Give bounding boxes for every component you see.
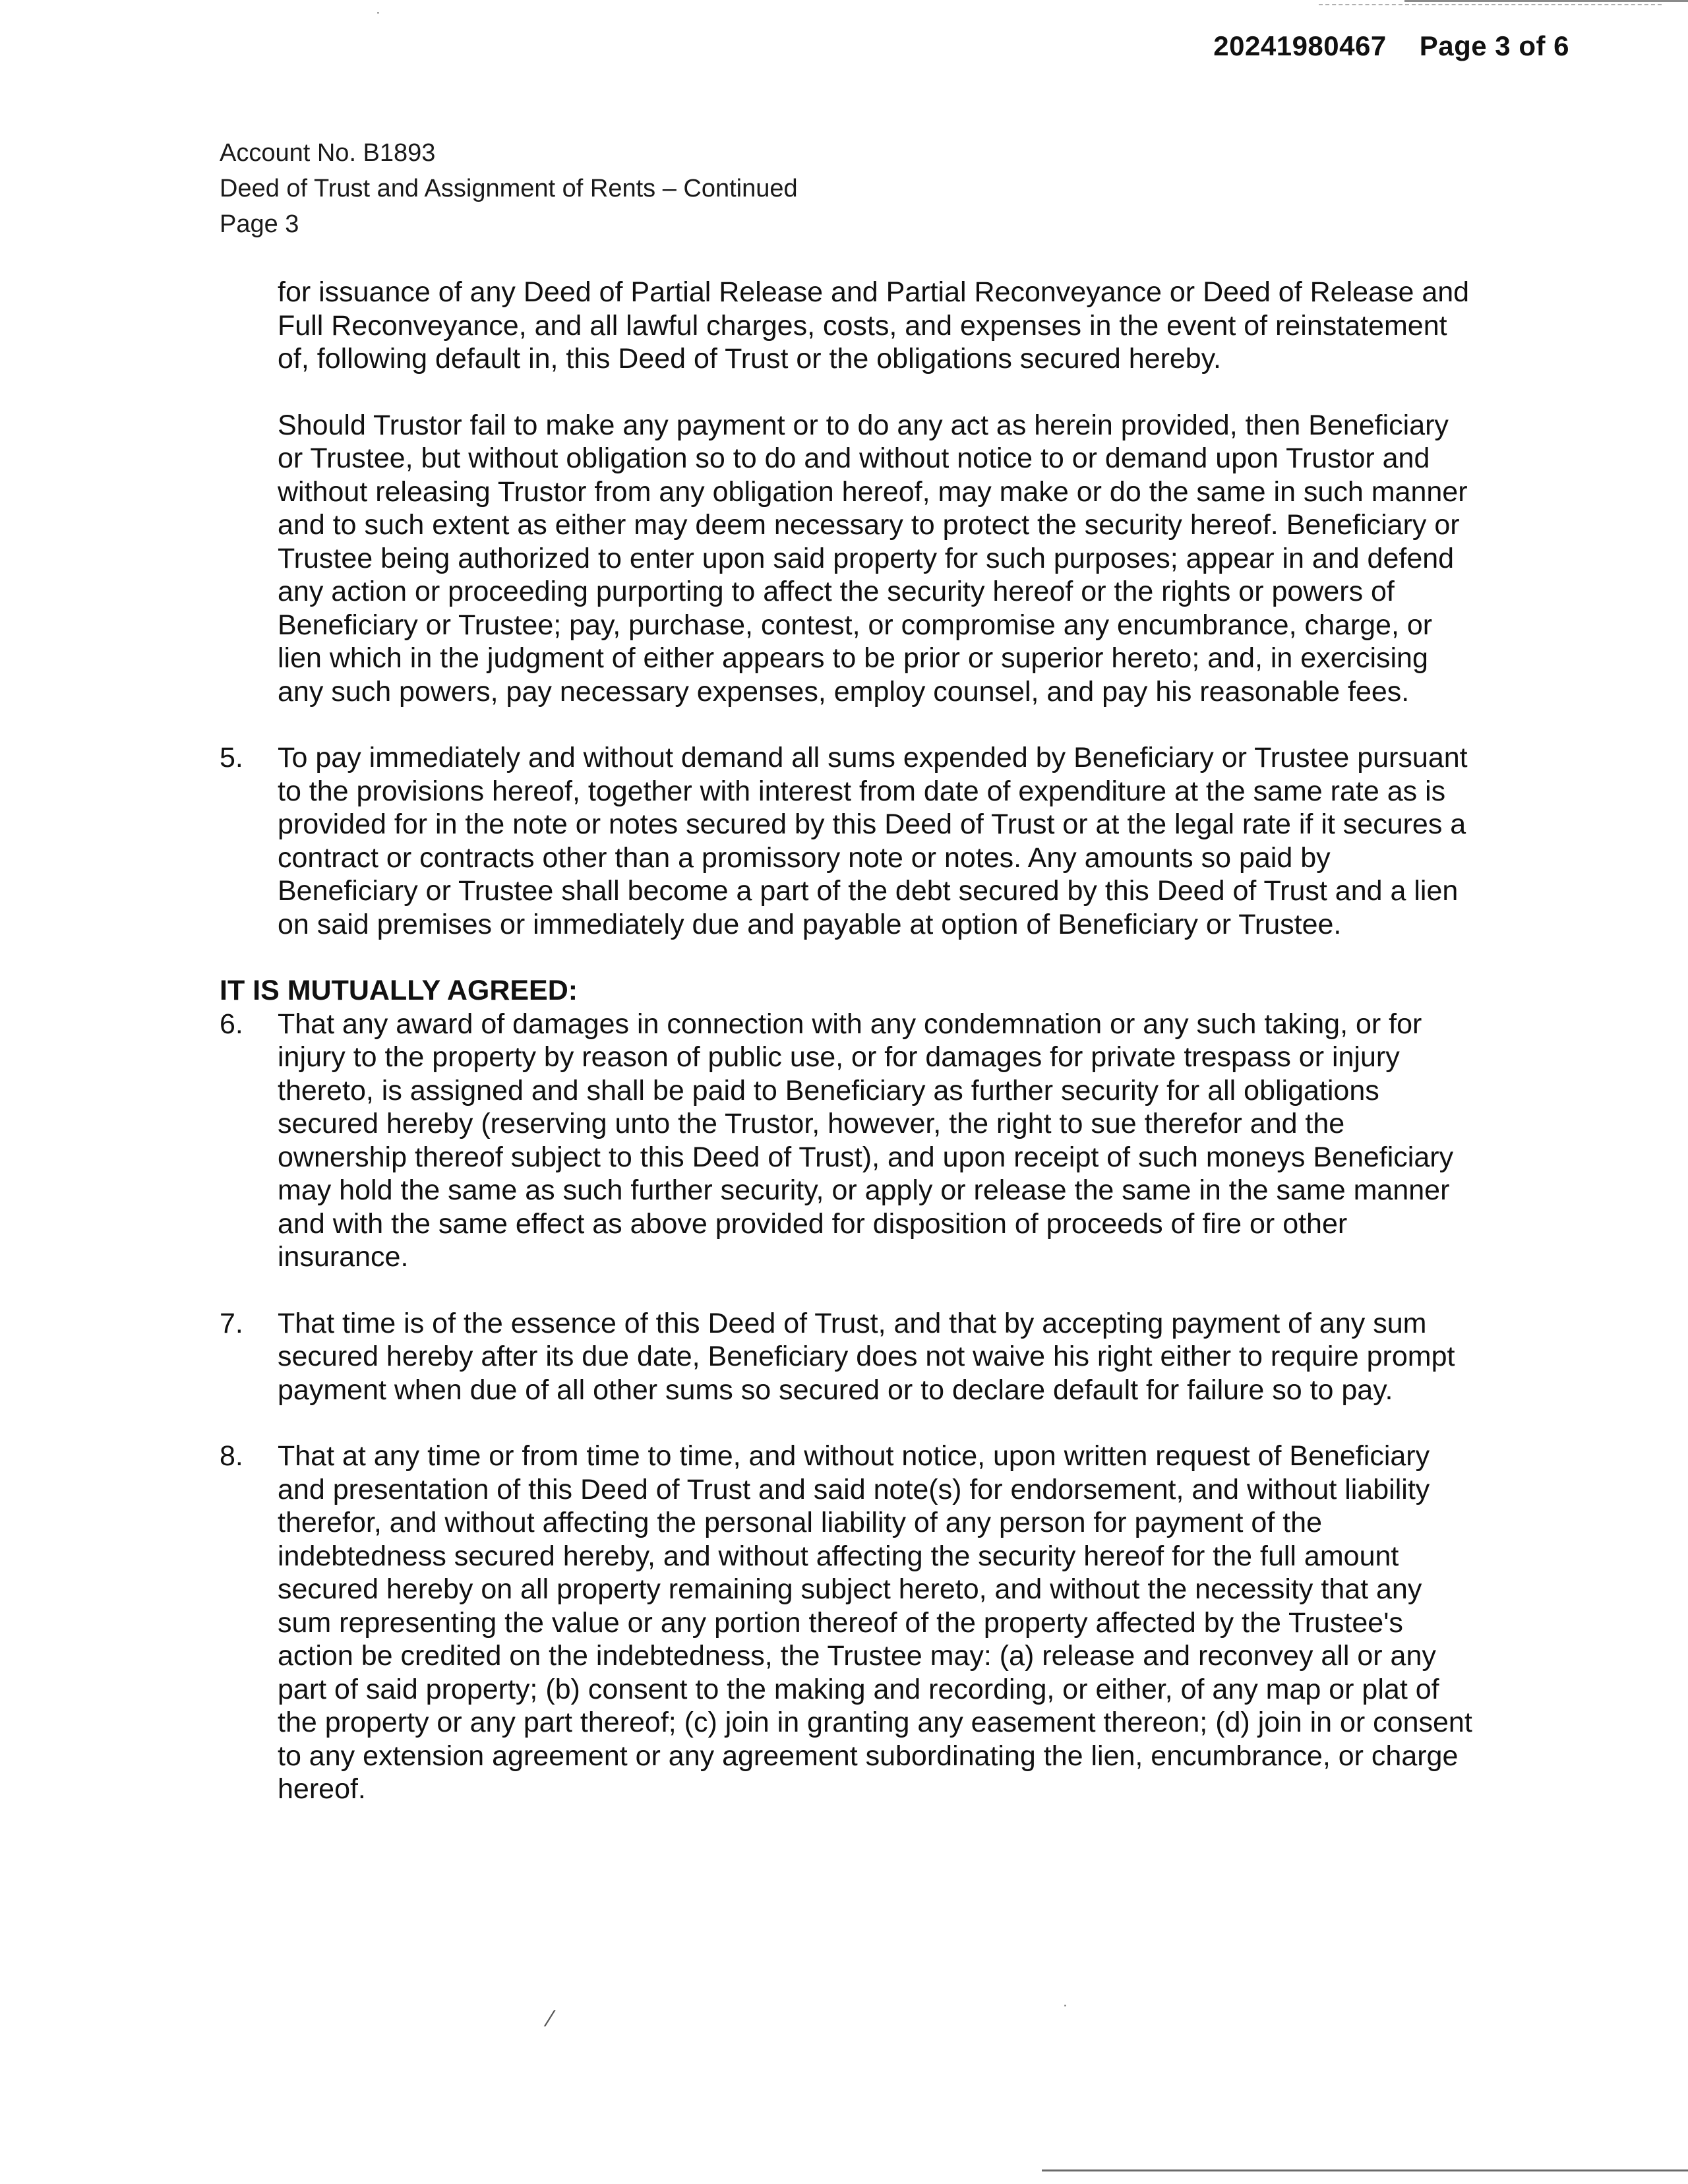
section-heading: IT IS MUTUALLY AGREED: xyxy=(220,975,578,1006)
top-scan-rule xyxy=(1404,0,1688,2)
account-number: Account No. B1893 xyxy=(220,139,436,167)
scan-dot: · xyxy=(1063,1998,1068,2013)
clause-5 xyxy=(220,741,1472,941)
clause-6 xyxy=(220,1008,1472,1274)
document-title: Deed of Trust and Assignment of Rents – Continued xyxy=(220,175,798,202)
page-label: Page 3 xyxy=(220,210,299,238)
document-number: 20241980467 xyxy=(1213,30,1387,61)
clause-number: 5. xyxy=(220,742,243,774)
clause-text: That at any time or from time to time, and without notice, upon written request of Beneficiary and presentation of this Deed of Trust and said note(s) for endorsement, and without liability therefor, and without affecting the personal liability of any person for payment of the indebtedness secured hereby, and without affecting the security hereof for the full amount secured hereby on all property remaining subject hereto, and without the necessity that any sum representing the value or any portion thereof of the property affected by the Trustee's action be credited on the indebtedness, the Trustee may: (a) release and reconvey all or any part of said property; (b) consent to the making and recording, or either, of any map or plat of the property or any part thereof; (c) join in granting any easement thereon; (d) join in or consent to any extension agreement or any agreement subordinating the lien, encumbrance, or charge hereof. xyxy=(278,1440,1472,1805)
running-header xyxy=(220,135,798,242)
paragraph-continuation: for issuance of any Deed of Partial Release and Partial Reconveyance or Deed of Release and Full Reconveyance, and all lawful charges, costs, and expenses in the event of reinstatement of, following default in, this Deed of Trust or the obligations secured hereby. xyxy=(278,276,1470,375)
scan-dot: · xyxy=(376,5,380,20)
clause-number: 6. xyxy=(220,1008,243,1040)
document-id-header xyxy=(1213,30,1569,62)
clause-8 xyxy=(220,1440,1472,1806)
clause-number: 8. xyxy=(220,1440,243,1472)
clause-text: That time is of the essence of this Deed of Trust, and that by accepting payment of any sum secured hereby after its due date, Beneficiary does not waive his right either to require prompt payment when due of all other sums so secured or to declare default for failure so to pay. xyxy=(278,1307,1455,1406)
top-scan-rule-dashed xyxy=(1319,4,1662,5)
page-indicator: Page 3 of 6 xyxy=(1419,30,1569,61)
clause-7 xyxy=(220,1307,1472,1407)
clause-number: 7. xyxy=(220,1307,243,1339)
clause-text: That any award of damages in connection with any condemnation or any such taking, or for injury to the property by reason of public use, or for damages for private trespass or injury thereto, is assigned and shall be paid to Beneficiary as further security for all obligations secured hereby (reserving unto the Trustor, however, the right to sue therefor and the ownership thereof subject to this Deed of Trust), and upon receipt of such moneys Beneficiary may hold the same as such further security, or apply or release the same in the same manner and with the same effect as above provided for disposition of proceeds of fire or other insurance. xyxy=(278,1008,1454,1273)
clause-text: To pay immediately and without demand all sums expended by Beneficiary or Trustee pursuant to the provisions hereof, together with interest from date of expenditure at the same rate as is provided for in the note or notes secured by this Deed of Trust or at the legal rate if it secures a contract or contracts other than a promissory note or notes. Any amounts so paid by Beneficiary or Trustee shall become a part of the debt secured by this Deed of Trust and a lien on said premises or immediately due and payable at option of Beneficiary or Trustee. xyxy=(278,742,1468,940)
scan-mark: ∕ xyxy=(549,2005,553,2032)
bottom-scan-rule xyxy=(1042,2169,1688,2171)
document-body xyxy=(220,276,1472,1806)
paragraph-trustor-failure: Should Trustor fail to make any payment or to do any act as herein provided, then Beneficiary or Trustee, but without obligation so to do and without notice to or demand upon Trustor and without releasing Trustor from any obligation hereof, may make or do the same in such manner and to such extent as either may deem necessary to protect the security hereof. Beneficiary or Trustee being authorized to enter upon said property for such purposes; appear in and defend any action or proceeding purporting to affect the security hereof or the rights or powers of Beneficiary or Trustee; pay, purchase, contest, or compromise any encumbrance, charge, or lien which in the judgment of either appears to be prior or superior hereto; and, in exercising any such powers, pay necessary expenses, employ counsel, and pay his reasonable fees. xyxy=(278,409,1468,708)
